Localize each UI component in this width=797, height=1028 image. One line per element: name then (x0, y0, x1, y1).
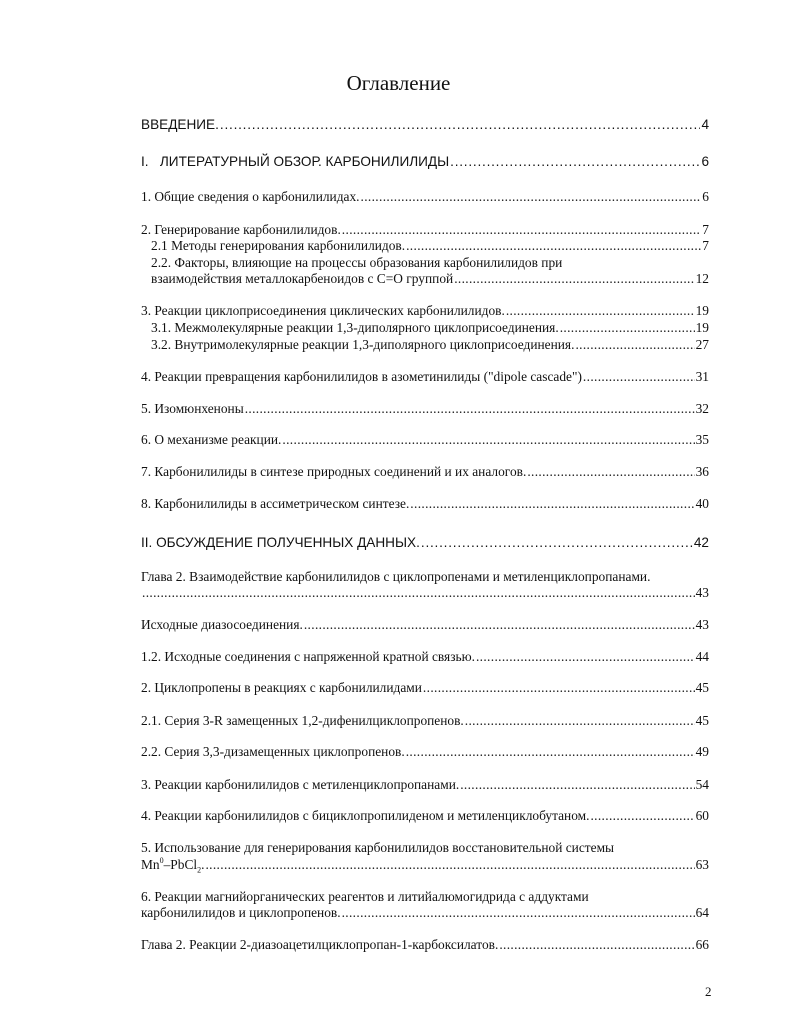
toc-page-number: 49 (695, 744, 709, 759)
toc-entry[interactable] (141, 222, 709, 238)
toc-page-number: 6 (702, 189, 709, 204)
toc-entry-text: 2.1 Методы генерирования карбонилилидов. (151, 238, 406, 253)
toc-leader (575, 337, 694, 353)
toc-page-number: 35 (695, 432, 709, 447)
toc-leader (450, 153, 700, 171)
toc-page-number: 40 (695, 496, 709, 511)
toc-page-number: 43 (695, 585, 709, 600)
toc-leader (282, 432, 694, 448)
toc-page-number: 19 (695, 320, 709, 335)
toc-leader (590, 808, 694, 824)
toc-entry[interactable] (141, 432, 709, 448)
toc-leader (454, 271, 694, 287)
toc-entry-text: 1.2. Исходные соединения с напряженной кратной связью. (141, 649, 475, 664)
toc-page-number: 60 (695, 808, 709, 823)
toc-leader (506, 303, 695, 319)
toc-entry-formula (141, 857, 204, 873)
toc-entry-text: 4. Реакции карбонилилидов с бициклопропилиденом и метиленциклобутаном. (141, 808, 590, 823)
toc-page-number: 64 (695, 905, 709, 920)
toc-entry[interactable] (141, 905, 709, 921)
toc-page-number: 4 (701, 117, 709, 132)
toc-entry-text: 3. Реакции циклоприсоединения циклических карбонилилидов. (141, 303, 505, 318)
toc-entry-text: 5. Изомюнхеноны (141, 401, 244, 416)
toc-subentry[interactable] (151, 320, 709, 336)
toc-entry-discussion[interactable] (141, 534, 709, 552)
toc-entry[interactable] (141, 713, 709, 729)
formula-mn: Mn (141, 857, 160, 872)
toc-entry[interactable] (141, 585, 709, 601)
toc-entry[interactable] (141, 303, 709, 319)
toc-entry-text: ВВЕДЕНИЕ. (141, 117, 219, 132)
toc-entry[interactable] (141, 189, 709, 205)
toc-entry-text: Глава 2. Реакции 2-диазоацетилциклопропан-1-карбоксилатов. (141, 937, 499, 952)
toc-entry[interactable] (141, 680, 709, 696)
formula-superscript: 0 (159, 855, 164, 865)
toc-entry[interactable] (141, 369, 709, 385)
toc-page-number: 63 (695, 857, 709, 872)
page-title: Оглавление (346, 71, 451, 95)
toc-subentry[interactable] (151, 238, 709, 254)
toc-entry-text: II. ОБСУЖДЕНИЕ ПОЛУЧЕННЫХ ДАННЫХ. (141, 535, 420, 550)
toc-entry-text: 2.2. Серия 3,3-дизамещенных циклопропенов. (141, 744, 405, 759)
toc-leader (205, 857, 694, 873)
toc-page-number: 42 (693, 535, 709, 550)
toc-subentry[interactable] (151, 271, 709, 287)
toc-leader (342, 222, 702, 238)
toc-page-number: 45 (695, 680, 709, 695)
toc-entry-text: 1. Общие сведения о карбонилилидах. (141, 189, 360, 204)
toc-leader (527, 464, 694, 480)
toc-page-number: 43 (695, 617, 709, 632)
toc-page-number: 7 (702, 222, 709, 237)
toc-page-number: 44 (695, 649, 709, 664)
toc-leader (421, 534, 693, 552)
toc-leader (460, 777, 694, 793)
toc-entry[interactable] (141, 937, 709, 953)
toc-entry[interactable] (141, 808, 709, 824)
toc-entry[interactable] (141, 617, 709, 633)
toc-leader (406, 238, 701, 254)
toc-entry[interactable] (141, 744, 709, 760)
toc-page-number: 32 (695, 401, 709, 416)
page-number: 2 (705, 984, 712, 999)
toc-entry-text: 7. Карбонилилиды в синтезе природных соединений и их аналогов. (141, 464, 527, 479)
toc-leader (410, 496, 694, 512)
toc-entry-text: 4. Реакции превращения карбонилилидов в азометинилиды ("dipole cascade") (141, 369, 582, 384)
toc-leader (560, 320, 695, 336)
toc-leader (361, 189, 702, 205)
toc-subentry-line[interactable]: 2.2. Факторы, влияющие на процессы образования карбонилилидов при (151, 255, 563, 270)
toc-leader (342, 905, 695, 921)
formula-subscript: 2 (197, 865, 202, 875)
toc-entry-text: 2.1. Серия 3-R замещенных 1,2-дифенилциклопропенов. (141, 713, 464, 728)
toc-leader (423, 680, 695, 696)
toc-page-number: 31 (695, 369, 709, 384)
toc-entry[interactable] (141, 401, 709, 417)
toc-entry[interactable] (141, 464, 709, 480)
toc-leader (220, 116, 701, 134)
toc-entry-line[interactable]: Глава 2. Взаимодействие карбонилилидов с циклопропенами и метиленциклопропанами. (141, 569, 651, 584)
toc-leader (476, 649, 695, 665)
toc-page-number: 27 (695, 337, 709, 352)
toc-entry-text: I. ЛИТЕРАТУРНЫЙ ОБЗОР. КАРБОНИЛИЛИДЫ (141, 154, 450, 169)
toc-page-number: 6 (701, 154, 709, 169)
toc-entry-text: карбонилилидов и циклопропенов. (141, 905, 341, 920)
toc-entry-literature-review[interactable] (141, 153, 709, 171)
toc-page-number: 7 (702, 238, 709, 253)
toc-entry-introduction[interactable] (141, 116, 709, 134)
toc-entry[interactable] (141, 496, 709, 512)
toc-entry-text: 2. Генерирование карбонилилидов. (141, 222, 341, 237)
toc-leader (245, 401, 695, 417)
toc-entry-line[interactable]: 6. Реакции магнийорганических реагентов и литийалюмогидрида с аддуктами (141, 889, 589, 904)
formula-period: . (201, 857, 205, 872)
toc-leader (465, 713, 695, 729)
toc-entry[interactable] (141, 649, 709, 665)
toc-entry-line[interactable]: 5. Использование для генерирования карбонилилидов восстановительной системы (141, 840, 615, 855)
toc-page-number: 54 (695, 777, 709, 792)
toc-subentry[interactable] (151, 337, 709, 353)
formula-pbcl: –PbCl (163, 857, 198, 872)
toc-page-number: 36 (695, 464, 709, 479)
toc-entry-text: 2. Циклопропены в реакциях с карбонилилидами (141, 680, 422, 695)
toc-leader (142, 585, 695, 601)
toc-leader (583, 369, 695, 385)
toc-page-number: 45 (695, 713, 709, 728)
toc-entry-text: 3.2. Внутримолекулярные реакции 1,3-диполярного циклоприсоединения. (151, 337, 575, 352)
toc-leader (406, 744, 695, 760)
toc-entry[interactable] (141, 777, 709, 793)
toc-page-number: 12 (695, 271, 709, 286)
toc-entry-text: взаимодействия металлокарбеноидов с С=О группой (151, 271, 454, 286)
toc-entry[interactable] (141, 857, 709, 873)
toc-entry-text: Исходные диазосоединения. (141, 617, 303, 632)
toc-leader (304, 617, 695, 633)
toc-entry-text: 8. Карбонилилиды в ассиметрическом синтезе. (141, 496, 410, 511)
toc-entry-text: 3.1. Межмолекулярные реакции 1,3-диполярного циклоприсоединения. (151, 320, 559, 335)
toc-leader (499, 937, 694, 953)
toc-page-number: 66 (695, 937, 709, 952)
toc-entry-text: 6. О механизме реакции. (141, 432, 282, 447)
toc-entry-text: 3. Реакции карбонилилидов с метиленциклопропанами. (141, 777, 460, 792)
toc-page-number: 19 (695, 303, 709, 318)
